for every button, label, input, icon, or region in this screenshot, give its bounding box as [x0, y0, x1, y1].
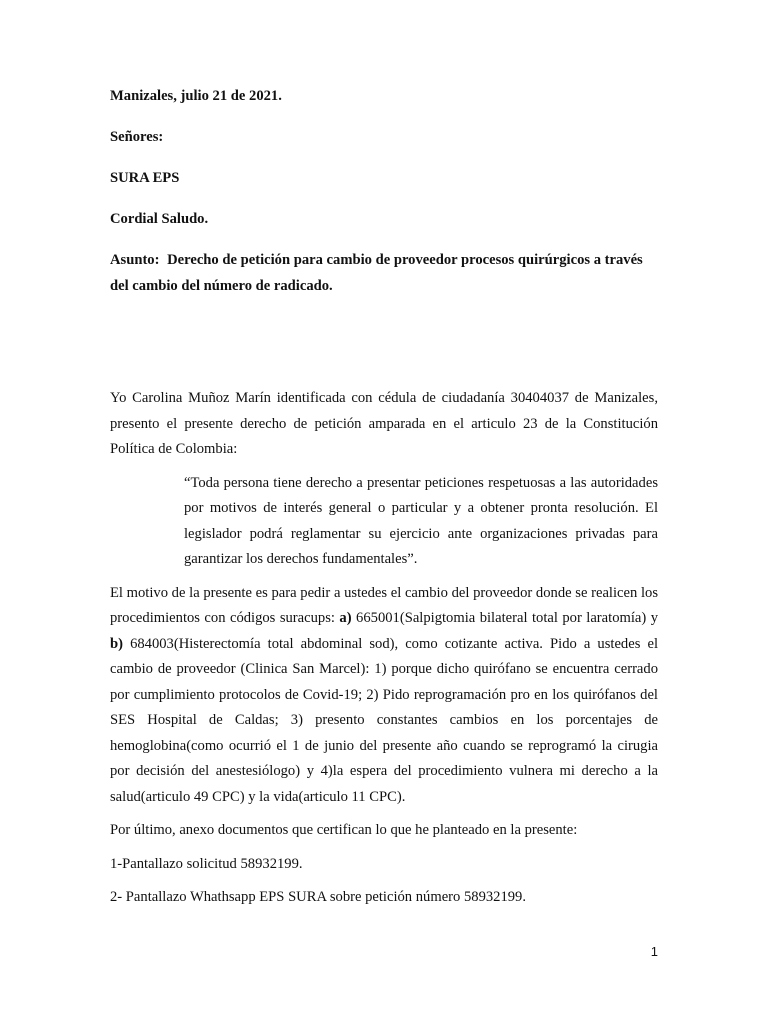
recipient: SURA EPS — [110, 170, 180, 186]
attachment-item-1: 1-Pantallazo solicitud 58932199. — [110, 855, 303, 872]
closing-paragraph: Por último, anexo documentos que certifican lo que he planteado en la presente: — [110, 822, 578, 838]
subject-label: Asunto: — [110, 252, 160, 268]
motive-part-1: El motivo de la presente es para pedir a ustedes el cambio del proveedor donde se realicen los procedimientos con códigos suracups: — [110, 584, 658, 626]
subject-line — [110, 248, 658, 299]
greeting: Cordial Saludo. — [110, 211, 209, 227]
subject-text: Derecho de petición para cambio de proveedor procesos quirúrgicos a través del cambio del número de radicado. — [110, 252, 643, 294]
motive-part-3: 684003(Histerectomía total abdominal sod), como cotizante activa. Pido a ustedes el cambio de proveedor (Clinica San Marcel): 1) porque dicho quirófano se encuentra cerrado por cumplimiento protocolos de Covid-19; 2) Pido reprogramación pro en los quirófanos del SES Hospital de Caldas; 3) presento constantes cambios en los porcentajes de hemoglobina(como ocurrió el 1 de junio del presente año cuando se reprogramó la cirugia por decisión del anestesiólogo) y 4)la espera del procedimiento vulnera mi derecho a la salud(articulo 49 CPC) y la vida(articulo 11 CPC). — [110, 635, 658, 805]
motive-paragraph — [110, 581, 658, 811]
spacer — [110, 299, 658, 386]
letter-body — [110, 84, 658, 919]
date-line: Manizales, julio 21 de 2021. — [110, 88, 282, 104]
attachment-item-2: 2- Pantallazo Whathsapp EPS SURA sobre petición número 58932199. — [110, 889, 527, 905]
label-b: b) — [110, 635, 123, 652]
constitution-quote: “Toda persona tiene derecho a presentar peticiones respetuosas a las autoridades por motivos de interés general o particular y a obtener pronta resolución. El legislador podrá reglamentar su ejercicio ante organizaciones privadas para garantizar los derechos fundamentales”. — [184, 474, 658, 567]
salutation-to: Señores: — [110, 129, 164, 145]
label-a: a) — [339, 610, 352, 626]
intro-paragraph: Yo Carolina Muñoz Marín identificada con cédula de ciudadanía 30404037 de Manizales, presento el presente derecho de petición amparada en el articulo 23 de la Constitución Política de Colombia: — [110, 390, 658, 457]
page-number: 1 — [650, 944, 658, 959]
motive-part-2: 665001(Salpigtomia bilateral total por laratomía) y — [351, 610, 659, 626]
